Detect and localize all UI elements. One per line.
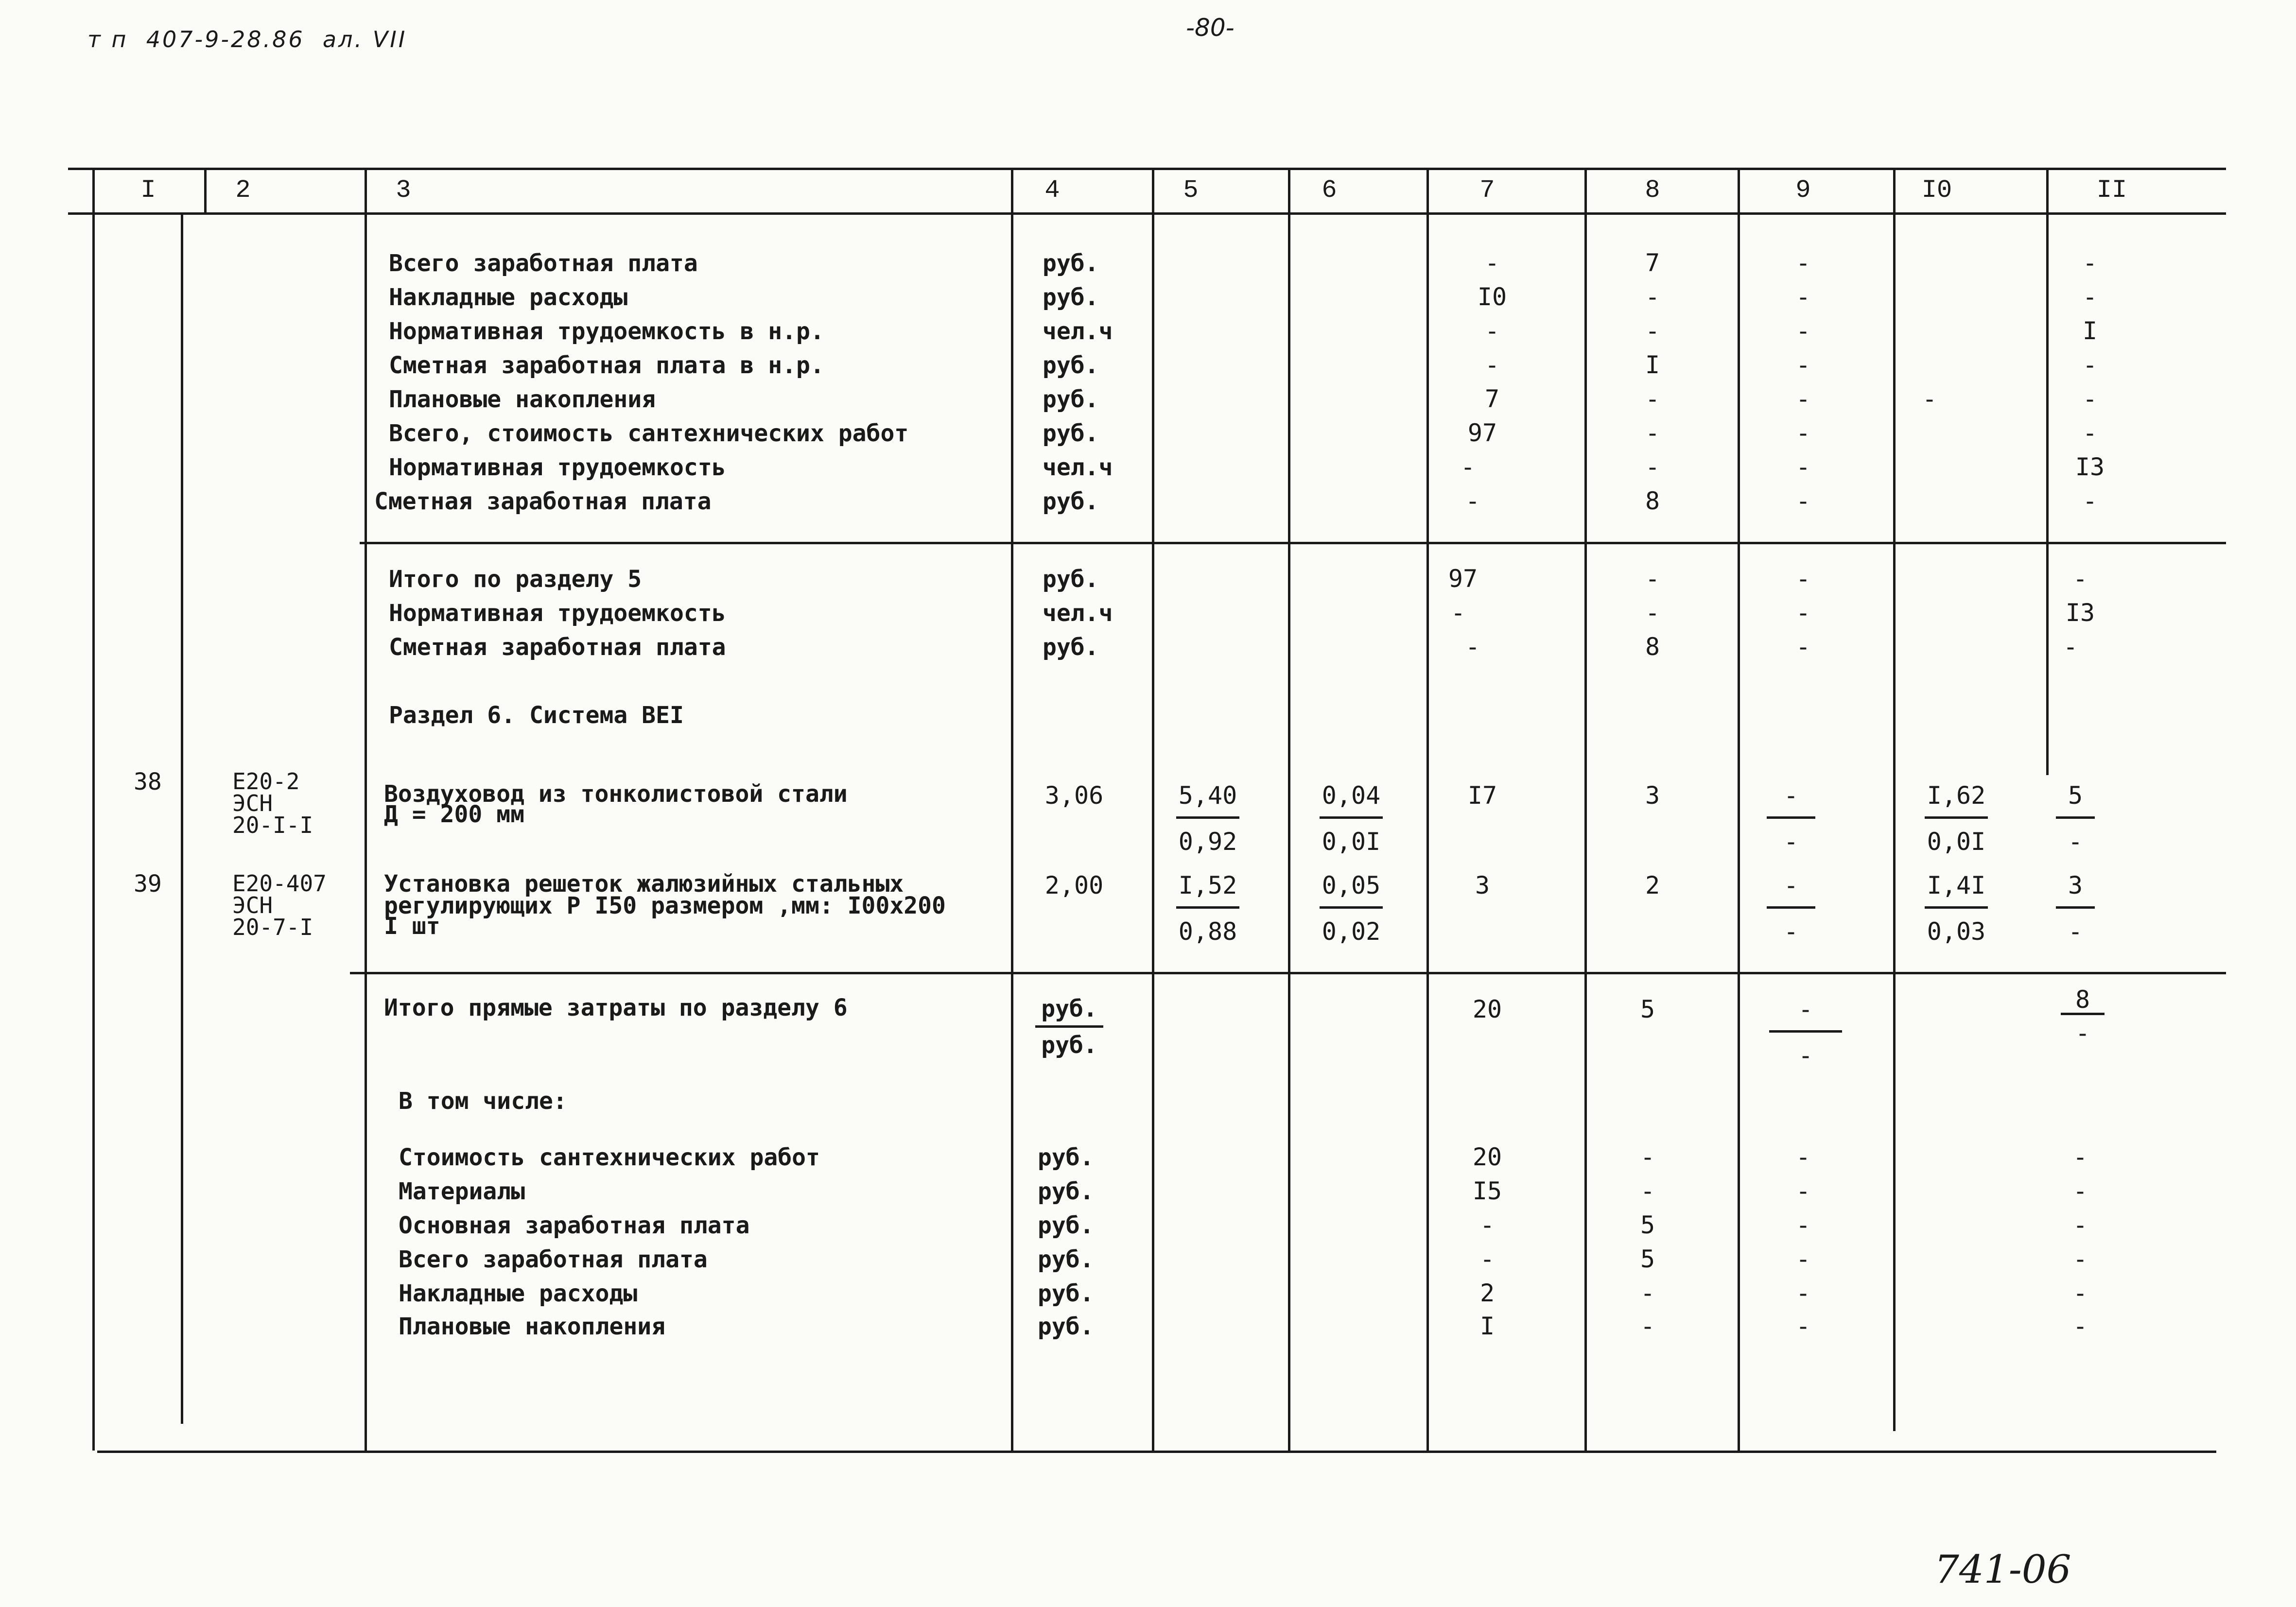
item-c9: - -: [1767, 873, 1815, 944]
block1-row-name: Нормативная трудоемкость в н.р.: [389, 318, 824, 345]
block3-row-c11: -: [2072, 1312, 2088, 1340]
block2-row-c8: 8: [1645, 633, 1660, 661]
block2-row-c7: -: [1465, 633, 1480, 661]
block3-row-c8: -: [1640, 1177, 1655, 1205]
item-name: I шт: [384, 913, 440, 940]
block2-row-unit: руб.: [1043, 634, 1099, 661]
col-header-6: 6: [1322, 176, 1337, 205]
block1-row-c7: 97: [1467, 419, 1497, 447]
block2-row-c8: -: [1645, 565, 1660, 593]
block3-row-c7: -: [1479, 1211, 1495, 1239]
item-qty: 2,00: [1044, 871, 1104, 899]
block1-row-c9: -: [1795, 385, 1811, 413]
section-title: Раздел 6. Система ВЕI: [389, 702, 684, 729]
block2-row-c7: -: [1450, 599, 1466, 627]
block3-row-c11: -: [2072, 1211, 2088, 1239]
block1-row-unit: руб.: [1043, 284, 1099, 311]
block1-row-name: Сметная заработная плата: [374, 488, 712, 515]
block1-row-name: Нормативная трудоемкость: [389, 454, 726, 481]
col-divider-9: [1893, 168, 1896, 1431]
block2-row-unit: чел.ч: [1043, 600, 1113, 627]
item-number: 39: [134, 870, 162, 898]
item-c11: 3 -: [2056, 873, 2095, 944]
block3-row-c7: 20: [1472, 1143, 1502, 1171]
block3-row-c9: -: [1795, 1143, 1811, 1171]
block3-row-c9: -: [1795, 1312, 1811, 1340]
col-header-7: 7: [1479, 176, 1495, 205]
item-code: 20-7-I: [232, 914, 313, 940]
block1-row-c9: -: [1795, 351, 1811, 379]
col-header-11: II: [2096, 176, 2127, 205]
block3-row-c8: -: [1640, 1312, 1655, 1340]
block1-row-c11: -: [2082, 351, 2098, 379]
block1-row-name: Накладные расходы: [389, 284, 628, 311]
item-c10: I,62 0,0I: [1925, 783, 1988, 854]
block1-row-c8: -: [1645, 419, 1660, 447]
block1-row-c8: -: [1645, 283, 1660, 311]
item-name: Установка решеток жалюзийных стальных: [384, 870, 904, 898]
total-c8: 5: [1640, 995, 1655, 1023]
block3-row-c7: -: [1479, 1245, 1495, 1273]
block3-row-c11: -: [2072, 1245, 2088, 1273]
block2-row-c11: -: [2063, 633, 2078, 661]
block3-row-c9: -: [1795, 1211, 1811, 1239]
item-c10: I,4I 0,03: [1925, 873, 1988, 944]
col-header-8: 8: [1645, 176, 1660, 205]
header-bottom-rule: [68, 212, 2226, 215]
item-code: ЭСН: [232, 892, 273, 918]
item-c8: 2: [1645, 871, 1660, 899]
item-c7: 3: [1475, 871, 1490, 899]
block1-row-unit: руб.: [1043, 250, 1099, 277]
total-c7: 20: [1472, 995, 1502, 1023]
block1-row-c8: 8: [1645, 487, 1660, 515]
total-name: Итого прямые затраты по разделу 6: [384, 994, 848, 1021]
block1-row-c9: -: [1795, 317, 1811, 345]
item-cost-5: 5,40 0,92: [1176, 783, 1239, 854]
block3-row-c9: -: [1795, 1279, 1811, 1307]
item-c7: I7: [1467, 781, 1497, 810]
block1-row-c11: -: [2082, 419, 2098, 447]
item-c8: 3: [1645, 781, 1660, 810]
item-number: 38: [134, 768, 162, 795]
item-c9: - -: [1767, 783, 1815, 854]
item-code: ЭСН: [232, 790, 273, 816]
table-bottom-rule: [97, 1451, 2216, 1453]
item-name: Воздуховод из тонколистовой стали: [384, 780, 848, 808]
block2-row-c7: 97: [1448, 565, 1478, 593]
col-header-3: 3: [396, 176, 411, 205]
block3-row-name: Основная заработная плата: [399, 1212, 750, 1239]
block3-row-c8: -: [1640, 1143, 1655, 1171]
total-c9: - -: [1769, 997, 1842, 1068]
block1-row-name: Плановые накопления: [389, 386, 656, 413]
document-code: т п 407-9-28.86 ал. VII: [87, 26, 407, 52]
block3-row-unit: руб.: [1038, 1280, 1094, 1307]
col-header-5: 5: [1183, 176, 1199, 205]
item-cost-6: 0,04 0,0I: [1320, 783, 1383, 854]
block3-row-name: Плановые накопления: [399, 1313, 666, 1340]
block1-row-c9: -: [1795, 283, 1811, 311]
col-divider-4: [1152, 168, 1154, 1451]
col-divider-8: [1738, 168, 1740, 1451]
col-divider-3: [1011, 168, 1013, 1451]
block1-row-c11: I3: [2075, 453, 2105, 481]
block1-row-c8: 7: [1645, 249, 1660, 277]
col-divider-2: [365, 168, 367, 1451]
block1-row-c11: -: [2082, 249, 2098, 277]
block1-row-name: Всего заработная плата: [389, 250, 698, 277]
block1-row-c9: -: [1795, 487, 1811, 515]
item-cost-5: I,52 0,88: [1176, 873, 1239, 944]
block2-row-name: Сметная заработная плата: [389, 634, 726, 661]
block3-row-c11: -: [2072, 1143, 2088, 1171]
col-header-2: 2: [235, 176, 251, 205]
block2-row-name: Итого по разделу 5: [389, 566, 642, 593]
item-code: Е20-407: [232, 870, 327, 897]
item-name: Д = 200 мм: [384, 801, 524, 828]
block1-row-c9: -: [1795, 249, 1811, 277]
block3-row-name: Стоимость сантехнических работ: [399, 1144, 820, 1171]
col-divider-10: [2046, 168, 2049, 775]
block1-bottom-rule: [360, 542, 2226, 544]
block1-row-unit: руб.: [1043, 488, 1099, 515]
col-divider-0: [92, 168, 95, 1451]
total-unit: руб. руб.: [1035, 997, 1103, 1057]
col-divider-5: [1288, 168, 1290, 1451]
block2-row-c11: I3: [2065, 599, 2095, 627]
handwritten-inventory-number: 741-06: [1934, 1547, 2071, 1592]
table-top-rule: [68, 168, 2226, 170]
block1-row-c7: -: [1460, 453, 1476, 481]
col-divider-6: [1426, 168, 1429, 1451]
block3-row-c7: I: [1479, 1312, 1495, 1340]
block3-row-c11: -: [2072, 1279, 2088, 1307]
block1-row-c7: -: [1484, 351, 1500, 379]
col-header-1: I: [140, 176, 156, 205]
block3-row-c11: -: [2072, 1177, 2088, 1205]
page-number: -80-: [1186, 14, 1235, 42]
block1-row-c10: -: [1922, 385, 1937, 413]
block3-row-c8: 5: [1640, 1211, 1655, 1239]
block1-row-c7: -: [1484, 317, 1500, 345]
block1-row-c7: 7: [1484, 385, 1500, 413]
col-header-4: 4: [1044, 176, 1060, 205]
block1-row-unit: чел.ч: [1043, 454, 1113, 481]
col-header-10: I0: [1921, 176, 1952, 205]
block3-row-c9: -: [1795, 1177, 1811, 1205]
block3-row-name: Материалы: [399, 1178, 525, 1205]
block3-row-unit: руб.: [1038, 1313, 1094, 1340]
block1-row-c11: -: [2082, 283, 2098, 311]
block2-row-c9: -: [1795, 599, 1811, 627]
block1-row-c8: -: [1645, 317, 1660, 345]
col-divider-1b: [181, 214, 183, 1424]
block1-row-name: Всего, стоимость сантехнических работ: [389, 420, 909, 447]
block3-row-c9: -: [1795, 1245, 1811, 1273]
block2-row-c8: -: [1645, 599, 1660, 627]
block1-row-c11: I: [2082, 317, 2098, 345]
block2-row-c9: -: [1795, 633, 1811, 661]
block3-row-unit: руб.: [1038, 1212, 1094, 1239]
block2-row-unit: руб.: [1043, 566, 1099, 593]
block3-row-c7: I5: [1472, 1177, 1502, 1205]
block1-row-c9: -: [1795, 419, 1811, 447]
block1-row-unit: руб.: [1043, 386, 1099, 413]
block1-row-c8: I: [1645, 351, 1660, 379]
block1-row-c7: -: [1484, 249, 1500, 277]
block3-row-unit: руб.: [1038, 1246, 1094, 1273]
block1-row-name: Сметная заработная плата в н.р.: [389, 352, 824, 379]
block3-row-name: Всего заработная плата: [399, 1246, 708, 1273]
item-c11: 5 -: [2056, 783, 2095, 854]
block1-row-c9: -: [1795, 453, 1811, 481]
block3-row-c8: -: [1640, 1279, 1655, 1307]
block1-row-c8: -: [1645, 385, 1660, 413]
block3-row-unit: руб.: [1038, 1144, 1094, 1171]
item-qty: 3,06: [1044, 781, 1104, 810]
block1-row-c8: -: [1645, 453, 1660, 481]
block3-row-c8: 5: [1640, 1245, 1655, 1273]
block3-row-name: Накладные расходы: [399, 1280, 638, 1307]
item-cost-6: 0,05 0,02: [1320, 873, 1383, 944]
block1-row-c7: -: [1465, 487, 1480, 515]
item-code: Е20-2: [232, 768, 300, 795]
block1-row-unit: руб.: [1043, 352, 1099, 379]
block3-row-unit: руб.: [1038, 1178, 1094, 1205]
total-c11: 8 -: [2061, 987, 2105, 1045]
block1-row-c11: -: [2082, 385, 2098, 413]
block1-row-c7: I0: [1477, 283, 1507, 311]
included-title: В том числе:: [399, 1088, 567, 1115]
block1-row-unit: руб.: [1043, 420, 1099, 447]
item-code: 20-I-I: [232, 812, 313, 838]
block2-row-c9: -: [1795, 565, 1811, 593]
block1-row-c11: -: [2082, 487, 2098, 515]
block2-row-name: Нормативная трудоемкость: [389, 600, 726, 627]
item-name: регулирующих Р I50 размером ,мм: I00х200: [384, 892, 946, 919]
block2-row-c11: -: [2072, 565, 2088, 593]
block3-row-c7: 2: [1479, 1279, 1495, 1307]
col-header-9: 9: [1795, 176, 1811, 205]
col-divider-7: [1584, 168, 1587, 1451]
block1-row-unit: чел.ч: [1043, 318, 1113, 345]
